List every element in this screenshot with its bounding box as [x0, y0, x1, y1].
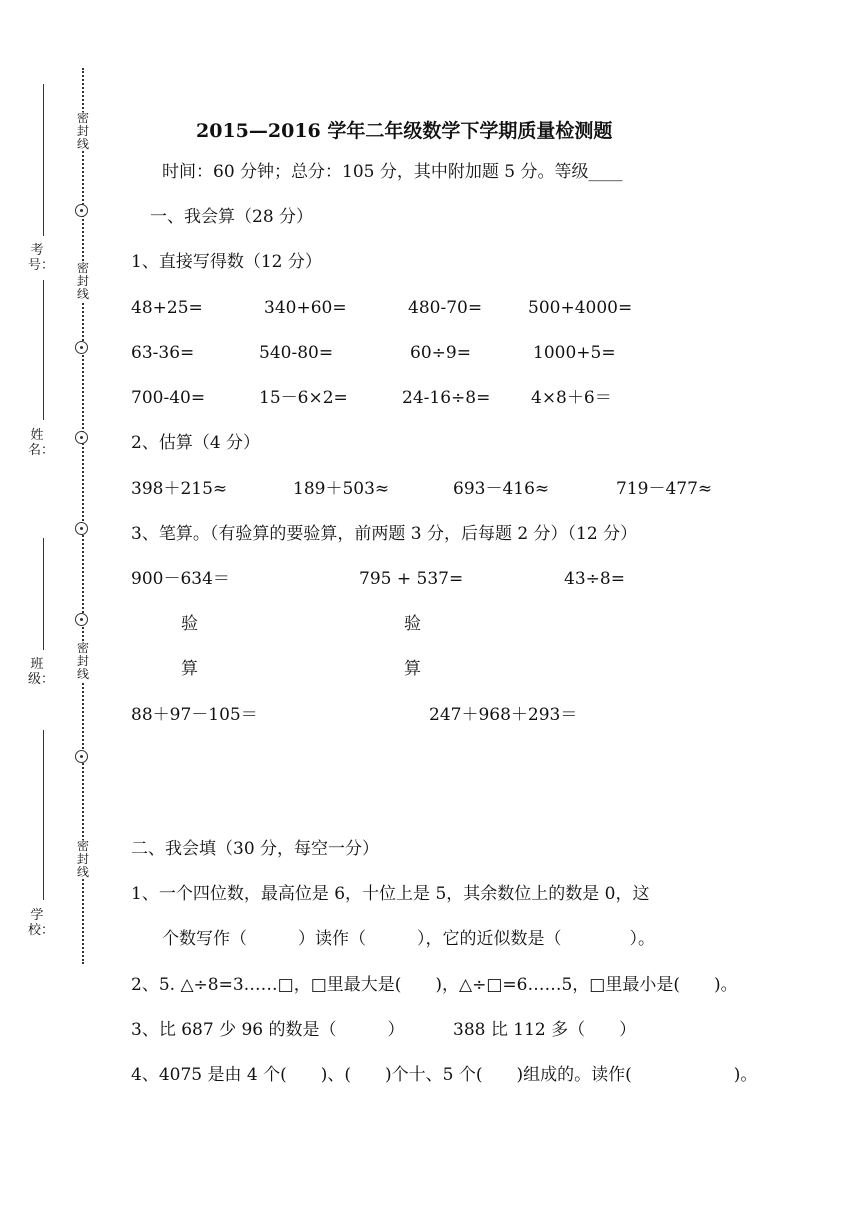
math-item: 540-80= — [259, 343, 334, 363]
written-calc-item: 88＋97－105＝ — [131, 705, 258, 725]
seal-line-label: 密封线 — [73, 112, 93, 151]
check-label: 验 — [404, 614, 421, 634]
math-item: 480-70= — [408, 298, 483, 318]
fill-question: 1、一个四位数，最高位是 6，十位上是 5，其余数位上的数是 0，这 — [131, 884, 650, 904]
seal-line-label: 密封线 — [73, 262, 93, 301]
binding-hole-icon — [75, 204, 88, 217]
binding-hole-icon — [75, 431, 88, 444]
school-label: 学校： — [28, 908, 55, 938]
estimate-item: 719－477≈ — [616, 479, 713, 499]
fill-question: 2、5. △÷8=3……□，□里最大是( )，△÷□=6……5，□里最小是( )。 — [131, 975, 738, 995]
exam-number-label: 考号： — [28, 243, 55, 273]
exam-number-blank[interactable] — [43, 84, 44, 236]
class-blank[interactable] — [43, 538, 44, 650]
fill-question: 4、4075 是由 4 个( )、( )个十、5 个( )组成的。读作( )。 — [131, 1065, 758, 1085]
name-label: 姓名： — [28, 428, 55, 458]
math-item: 500+4000= — [528, 298, 633, 318]
math-item: 700-40= — [131, 388, 206, 408]
math-item: 48+25= — [131, 298, 203, 318]
binding-hole-icon — [75, 341, 88, 354]
seal-line-label: 密封线 — [73, 840, 93, 879]
section1-heading: 一、我会算（28 分） — [150, 207, 314, 227]
math-item: 60÷9= — [410, 343, 471, 363]
fill-question: 个数写作（ ）读作（ ），它的近似数是（ ）。 — [162, 929, 655, 949]
q2-heading: 2、估算（4 分） — [131, 433, 261, 453]
fill-question: 388 比 112 多（ ） — [453, 1020, 637, 1040]
math-item: 4×8＋6＝ — [531, 388, 612, 408]
estimate-item: 398＋215≈ — [131, 479, 228, 499]
binding-dotted-line — [82, 68, 84, 964]
estimate-item: 189＋503≈ — [293, 479, 390, 499]
math-item: 340+60= — [264, 298, 347, 318]
math-item: 63-36= — [131, 343, 195, 363]
check-label: 算 — [181, 659, 198, 679]
written-calc-item: 795 + 537= — [359, 569, 464, 589]
math-item: 24-16÷8= — [402, 388, 491, 408]
name-blank[interactable] — [43, 280, 44, 420]
check-label: 验 — [181, 614, 198, 634]
seal-line-label: 密封线 — [73, 642, 93, 681]
exam-info: 时间：60 分钟；总分：105 分，其中附加题 5 分。等级____ — [162, 162, 623, 182]
estimate-item: 693－416≈ — [453, 479, 550, 499]
page-title: 2015—2016 学年二年级数学下学期质量检测题 — [196, 120, 613, 142]
binding-hole-icon — [75, 613, 88, 626]
fill-question: 3、比 687 少 96 的数是（ ） — [131, 1020, 405, 1040]
binding-hole-icon — [75, 750, 88, 763]
section2-heading: 二、我会填（30 分，每空一分） — [131, 839, 380, 859]
written-calc-item: 900－634＝ — [131, 569, 230, 589]
check-label: 算 — [404, 659, 421, 679]
math-item: 1000+5= — [533, 343, 616, 363]
school-blank[interactable] — [43, 730, 44, 900]
math-item: 15－6×2= — [259, 388, 348, 408]
written-calc-item: 247＋968＋293＝ — [429, 705, 578, 725]
q3-heading: 3、笔算。（有验算的要验算，前两题 3 分，后每题 2 分）（12 分） — [131, 524, 638, 544]
written-calc-item: 43÷8= — [564, 569, 625, 589]
class-label: 班级： — [28, 657, 55, 687]
q1-heading: 1、直接写得数（12 分） — [131, 252, 322, 272]
binding-hole-icon — [75, 522, 88, 535]
